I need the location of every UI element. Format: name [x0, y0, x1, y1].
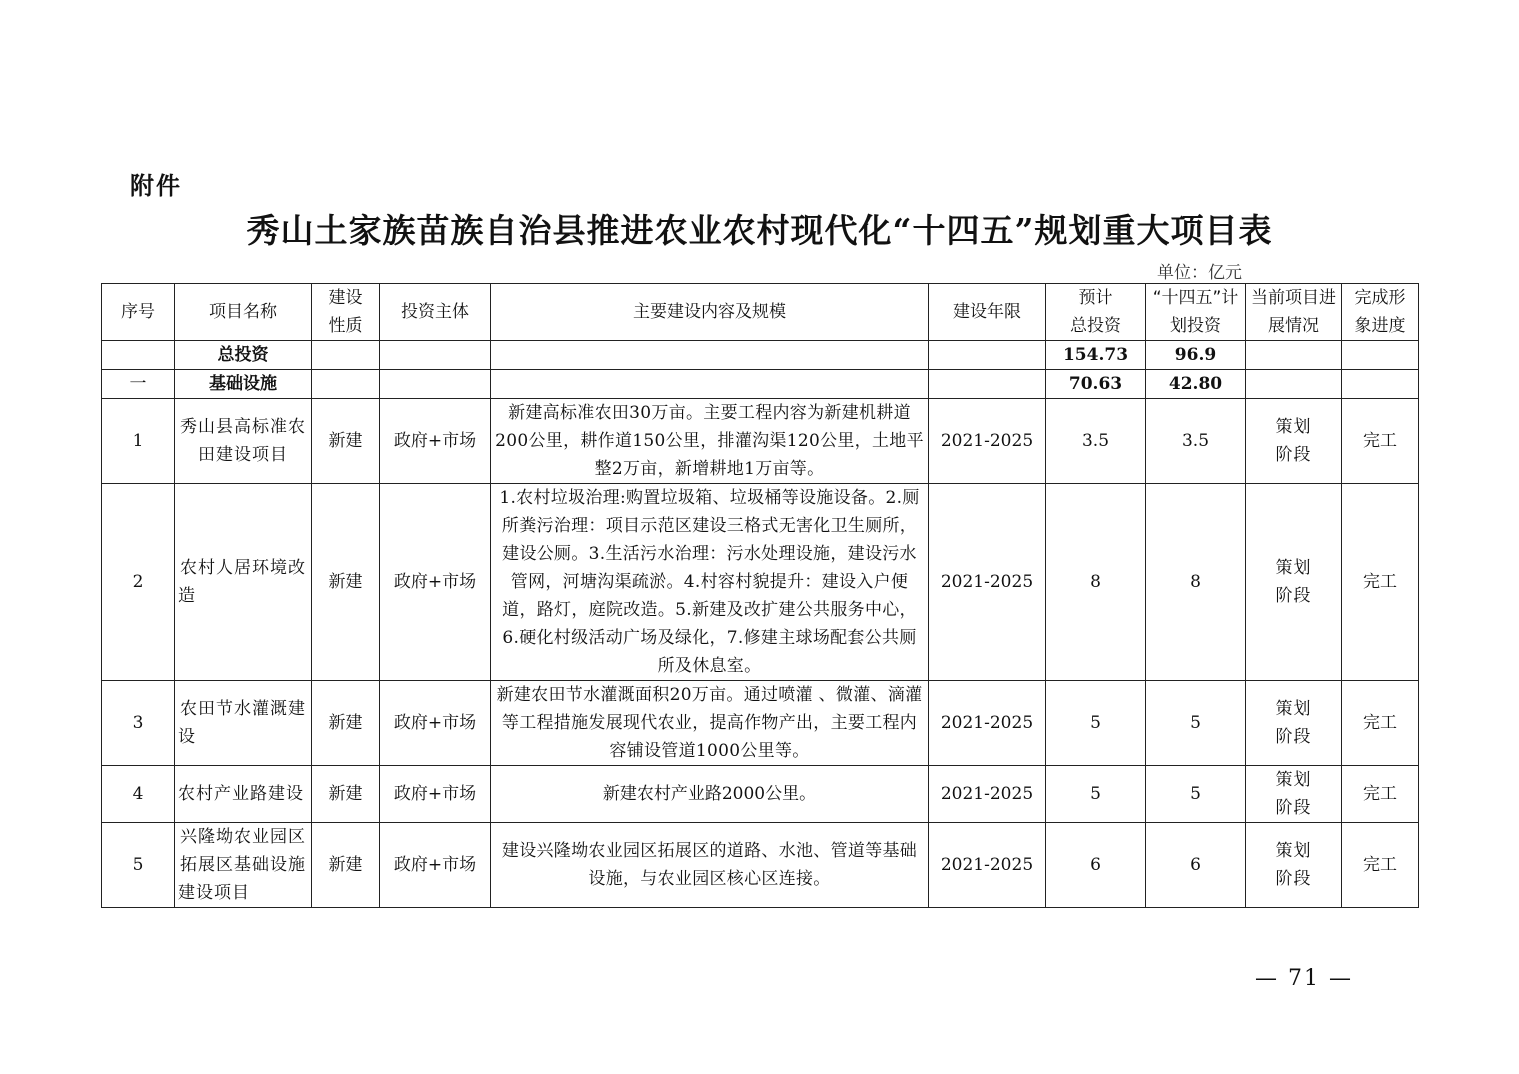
row-seq: 4	[102, 766, 175, 823]
attachment-label: 附件	[130, 172, 182, 200]
header-goal: 完成形 象进度	[1342, 284, 1419, 341]
row-goal: 完工	[1342, 681, 1419, 766]
row-seq: 3	[102, 681, 175, 766]
row-total: 3.5	[1046, 399, 1146, 484]
row-name: 农田节水灌溉建设	[175, 681, 312, 766]
summary-total: 154.73	[1046, 341, 1146, 370]
row-progress: 策划 阶段	[1246, 484, 1342, 681]
table-row	[102, 681, 1419, 766]
row-progress: 策划 阶段	[1246, 823, 1342, 908]
row-goal: 完工	[1342, 766, 1419, 823]
row-investor: 政府+市场	[380, 681, 491, 766]
row-name: 秀山县高标准农田建设项目	[175, 399, 312, 484]
row-progress: 策划 阶段	[1246, 399, 1342, 484]
row-nature: 新建	[312, 766, 380, 823]
row-content: 新建高标准农田30万亩。主要工程内容为新建机耕道200公里，耕作道150公里，排灌沟渠120公里，土地平整2万亩，新增耕地1万亩等。	[491, 399, 929, 484]
row-total: 5	[1046, 766, 1146, 823]
table-row	[102, 823, 1419, 908]
row-name: 农村人居环境改造	[175, 484, 312, 681]
table-header-row	[102, 284, 1419, 341]
row-investor: 政府+市场	[380, 484, 491, 681]
summary-row	[102, 341, 1419, 370]
row-progress: 策划 阶段	[1246, 766, 1342, 823]
row-goal: 完工	[1342, 484, 1419, 681]
row-plan: 5	[1146, 681, 1246, 766]
header-seq: 序号	[102, 284, 175, 341]
row-goal: 完工	[1342, 399, 1419, 484]
header-investor: 投资主体	[380, 284, 491, 341]
row-progress: 策划 阶段	[1246, 681, 1342, 766]
unit-label: 单位：亿元	[1157, 263, 1242, 283]
header-plan: “十四五”计 划投资	[1146, 284, 1246, 341]
row-nature: 新建	[312, 399, 380, 484]
header-name: 项目名称	[175, 284, 312, 341]
row-period: 2021-2025	[929, 484, 1046, 681]
summary-label: 总投资	[175, 341, 312, 370]
row-name: 兴隆坳农业园区拓展区基础设施建设项目	[175, 823, 312, 908]
row-plan: 6	[1146, 823, 1246, 908]
category-plan: 42.80	[1146, 370, 1246, 399]
header-content: 主要建设内容及规模	[491, 284, 929, 341]
header-total: 预计 总投资	[1046, 284, 1146, 341]
row-total: 5	[1046, 681, 1146, 766]
document-title: 秀山土家族苗族自治县推进农业农村现代化“十四五”规划重大项目表	[246, 211, 1273, 250]
row-plan: 5	[1146, 766, 1246, 823]
row-total: 8	[1046, 484, 1146, 681]
row-name: 农村产业路建设	[175, 766, 312, 823]
row-content: 新建农田节水灌溉面积20万亩。通过喷灌 、微灌、滴灌等工程措施发展现代农业，提高作物产出，主要工程内容铺设管道1000公里等。	[491, 681, 929, 766]
row-content: 1.农村垃圾治理:购置垃圾箱、垃圾桶等设施设备。2.厕所粪污治理：项目示范区建设三格式无害化卫生厕所，建设公厕。3.生活污水治理：污水处理设施，建设污水管网，河塘沟渠疏淤。4.村容村貌提升：建设入户便道，路灯，庭院改造。5.新建及改扩建公共服务中心，6.硬化村级活动广场及绿化，7.修建主球场配套公共厕所及休息室。	[491, 484, 929, 681]
row-period: 2021-2025	[929, 681, 1046, 766]
row-period: 2021-2025	[929, 766, 1046, 823]
row-total: 6	[1046, 823, 1146, 908]
table-row	[102, 484, 1419, 681]
row-goal: 完工	[1342, 823, 1419, 908]
table-row	[102, 766, 1419, 823]
category-row	[102, 370, 1419, 399]
header-nature: 建设 性质	[312, 284, 380, 341]
table-row	[102, 399, 1419, 484]
row-period: 2021-2025	[929, 399, 1046, 484]
row-nature: 新建	[312, 484, 380, 681]
row-investor: 政府+市场	[380, 823, 491, 908]
row-content: 建设兴隆坳农业园区拓展区的道路、水池、管道等基础设施，与农业园区核心区连接。	[491, 823, 929, 908]
summary-plan: 96.9	[1146, 341, 1246, 370]
row-investor: 政府+市场	[380, 399, 491, 484]
project-table	[101, 283, 1419, 908]
category-total: 70.63	[1046, 370, 1146, 399]
header-progress: 当前项目进 展情况	[1246, 284, 1342, 341]
row-content: 新建农村产业路2000公里。	[491, 766, 929, 823]
row-seq: 2	[102, 484, 175, 681]
row-plan: 8	[1146, 484, 1246, 681]
category-seq: 一	[102, 370, 175, 399]
row-period: 2021-2025	[929, 823, 1046, 908]
row-nature: 新建	[312, 823, 380, 908]
row-investor: 政府+市场	[380, 766, 491, 823]
row-seq: 1	[102, 399, 175, 484]
row-seq: 5	[102, 823, 175, 908]
category-label: 基础设施	[175, 370, 312, 399]
page-number: — 71 —	[1255, 966, 1353, 991]
header-period: 建设年限	[929, 284, 1046, 341]
row-plan: 3.5	[1146, 399, 1246, 484]
row-nature: 新建	[312, 681, 380, 766]
